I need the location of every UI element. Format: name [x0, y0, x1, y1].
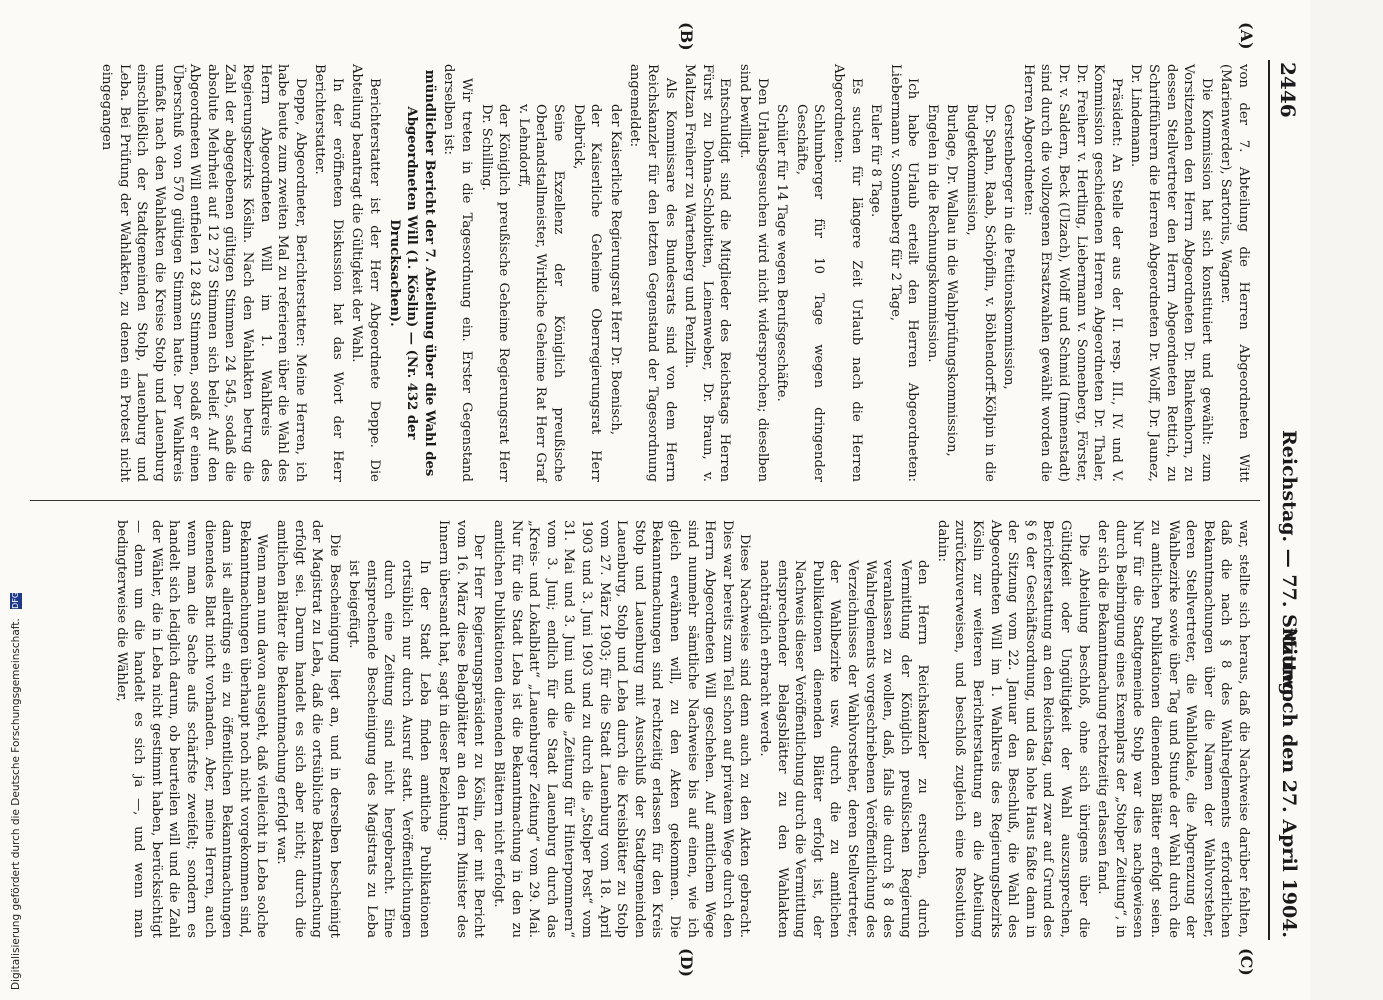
margin-mark-d: (D)	[677, 948, 696, 978]
resolution-quote: den Herrn Reichskanzler zu ersuchen, durch Vermittlung der Königlich preußischen Regierung veranlassen zu wollen, daß, falls die durch § 8 des Wahlreglements vorgeschriebenen Veröffentlichung des Verzeichnisses der Wahlvorsteher, deren Stellvertreter, der Wahlbezirke usw. durch die zu amtlichen Publikationen dienenden Blätter erfolgt ist, der Nachweis dieser Veröffentlichung durch die Vermittlung entsprechender Belagsblätter zu den Wahlakten nachträglich erbracht werde.	[756, 560, 931, 938]
paragraph: Engelen in die Rechnungskommission.	[924, 104, 940, 363]
paragraph: der Kaiserliche Geheime Oberregierungsrat Herr Delbrück,	[570, 104, 604, 482]
paragraph: Wir treten in die Tagesordnung ein. Erster Gegenstand derselben ist:	[441, 64, 475, 482]
paragraph: Die Kommission hat sich konstituiert und gewählt: zum Vorsitzenden den Herrn Abgeordneten Dr. Blankenhorn, zu dessen Stellvertreter den Herrn Abgeordneten Rettich, zu Schriftführern die Herren Abgeordneten Dr. Wolff, Dr. Jaunez, Dr. Lindemann.	[1128, 64, 1214, 482]
paragraph: war, stellte sich heraus, daß die Nachweise darüber fehlten, daß die nach § 8 des Wahlreglements erforderlichen Bekanntmachungen über die Namen der Wahlvorsteher, deren Stellvertreter, die Wahllokale, die Abgrenzung der Wahlbezirke sowie über Tag und Stunde der Wahl durch die zu amtlichen Publikationen dienenden Blätter erfolgt seien. Nur für die Stadtgemeinde Stolp war dies nachgewiesen durch Beibringung eines Exemplars der „Stolper Zeitung“, in der sich die Bekanntmachung rechtzeitig erlassen fand.	[1095, 520, 1251, 938]
paragraph: Dr. Spahn, Raab, Schöpflin, v. Böhlendorff-Kölpin in die Budgetkommission,	[964, 104, 997, 482]
paragraph: Seine Exzellenz der Königlich preußische Oberlandstallmeister, Wirkliche Geheime Rat Herr Graf v. Lehndorff,	[515, 104, 567, 482]
paragraph: Berichterstatter ist der Herr Abgeordnete Deppe. Die Abteilung beantragt die Gültigkeit der Wahl.	[349, 64, 383, 482]
paragraph: Die Bescheinigung liegt an, und in derselben bescheinigt der Magistrat zu Leba, daß die ortsübliche Bekanntmachung erfolgt sei. Darum handelt es sich aber nicht; durch die amtlichen Blätter die Bekanntmachung erfolgt war.	[273, 520, 342, 938]
paragraph: Als Kommissare des Bundesrats sind von dem Herrn Reichskanzler für den letzten Gegenstand der Tagesordnung angemeldet:	[627, 64, 678, 482]
left-column	[96, 64, 1252, 482]
paragraph: Diese Nachweise sind denn auch zu den Akten gebracht. Dies war bereits zum Teil schon auf privatem Wege durch den Herrn Abgeordneten Will geschehen. Auf amtlichem Wege sind nunmehr sämtliche Nachweise bis auf einen, wie ich gleich erwähnen will, zu den Akten gekommen. Die Bekanntmachungen sind rechtzeitig erlassen für den Kreis Stolp und Lauenburg mit Ausschluß der Stadtgemeinden Lauenburg, Stolp und Leba durch die Kreisblätter zu Stolp vom 27. März 1903; für die Stadt Lauenburg vom 18. April 1903 und 3. Juni 1903 und zu durch die „Stolper Post“ vom 31. Mai und 3. Juni und die „Zeitung für Hinterpommern“ vom 3. Juni; endlich für die Stadt Lauenburg durch das „Kreis- und Lokalblatt“ „Lauenburger Zeitung“ vom 29. Mai. Nur für die Stadt Leba ist die Bekanntmachung in den zu amtlichen Publikationen dienenden Blättern nicht erfolgt.	[491, 520, 753, 938]
paragraph: Der Herr Regierungspräsident zu Köslin, der mit Bericht vom 16. März diese Belagblätter an den Herrn Minister des Innern übersandt hat, sagt in dieser Beziehung:	[436, 520, 487, 938]
paragraph: Ich habe Urlaub erteilt den Herren Abgeordneten: Liebermann v. Sonnenberg für 2 Tage,	[887, 64, 921, 482]
credit-text: Digitalisierung gefördert durch die Deutsche Forschungsgemeinschaft.	[10, 618, 22, 990]
margin-mark-a: (A)	[1237, 22, 1256, 50]
paragraph: von der 7. Abteilung die Herren Abgeordneten Witt (Marienwerder), Sartorius, Wagner.	[1218, 64, 1251, 482]
margin-mark-b: (B)	[677, 22, 696, 51]
paragraph: Präsident: An Stelle der aus der II. resp. III., IV. und V. Kommission geschiedenen Herren Abgeordneten Dr. Thaler, Dr. Freiherr v. Hertling, Liebermann v. Sonnenberg, Förster, Dr. v. Saldern, Beck (Ulzach), Wolff und Schmid (Immenstadt) sind durch die vollzogenen Ersatzwahlen gewählt worden die Herren Abgeordneten:	[1020, 64, 1124, 482]
paragraph: Gerstenberger in die Petitionskommission,	[1001, 104, 1017, 390]
paragraph: Den Urlaubsgesuchen wird nicht widersprochen; dieselben sind bewilligt.	[736, 64, 770, 482]
paragraph: der Kaiserliche Regierungsrat Herr Dr. Boenisch,	[607, 104, 623, 436]
paragraph: In der eröffneten Diskussion hat das Wort der Herr Berichterstatter.	[312, 64, 345, 482]
paragraph: Entschuldigt sind die Mitglieder des Reichstags Herren Fürst zu Dohna-Schlobitten, Leinenweber, Dr. Braun, v. Maltzan Freiherr zu Wartenberg und Penzlin.	[682, 64, 733, 482]
paragraph: Es suchen für längere Zeit Urlaub nach die Herren Abgeordneten:	[830, 64, 864, 482]
paragraph: Burlage, Dr. Wallau in die Wahlprüfungskommission,	[944, 104, 960, 457]
paragraph: Wenn man nun davon ausgeht, daß vielleicht in Leba solche Bekanntmachungen überhaupt noch nicht vorgekommen sind, dann ist allerdings ein zu öffentlichen Bekanntmachungen dienendes Blatt nicht vorhanden. Aber, meine Herren, auch wenn man die Sache aufs schärfste zweifelt; sondern es handelt sich lediglich darum, ob beurteilen will und die Zahl der Wähler, die in Leba nicht gestimmt haben, berücksichtigt — denn um die handelt es sich ja —, und wenn man bedingterweise die Wähler,	[113, 520, 270, 938]
paragraph: Schüler für 14 Tage wegen Berufsgeschäfte.	[774, 104, 790, 402]
paragraph: Deppe, Abgeordneter, Berichterstatter: Meine Herren, ich habe heute zum zweiten Mal zu referieren über die Wahl des Herrn Abgeordneten Will im 1. Wahlkreis des Regierungsbezirks Köslin. Nach den Wahlakten betrug die Zahl der abgegebenen gültigen Stimmen 24 545, sodaß die absolute Mehrheit auf 12 273 Stimmen sich belief. Auf den Abgeordneten Will entfielen 12 843 Stimmen, sodaß er einen Überschuß von 570 gültigen Stimmen hatte. Der Wahlkreis umfaßt nach den Wahlakten die Kreise Stolp und Lauenburg einschließlich der Stadtgemeinden Stolp, Lauenburg und Leba. Bei Prüfung der Wahlakten, zu denen ein Protest nicht eingegangen	[99, 64, 308, 482]
paragraph: Die Abteilung beschloß, ohne sich übrigens über die Gültigkeit oder Ungültigkeit der Wahl auszusprechen, Berichterstattung an den Reichstag, und zwar auf Grund des § 6 der Geschäftsordnung, und das hohe Haus faßte dann in der Sitzung vom 22. Januar den Beschluß, die Wahl des Abgeordneten Will im 1. Wahlkreis des Regierungsbezirks Köslin zur weiteren Berichterstattung an die Abteilung zurückzuverweisen, und beschloß zugleich eine Resolution dahin:	[934, 520, 1091, 938]
paragraph: Schlumberger für 10 Tage wegen dringender Geschäfte,	[793, 104, 827, 482]
session-date: Mittwoch den 27. April 1904.	[1278, 627, 1300, 938]
page-number: 2446	[1276, 62, 1300, 118]
right-column	[110, 520, 1252, 938]
agenda-item-heading: mündlicher Bericht der 7. Abteilung über die Wahl des Abgeordneten Will (1. Köslin) — (Nr. 432 der Drucksachen).	[386, 69, 437, 477]
header-rule	[1268, 60, 1270, 940]
dfg-logo-icon: DFG	[11, 591, 20, 609]
paragraph: der Königlich preußische Geheime Regierungsrat Herr Dr. Schilling.	[478, 104, 512, 482]
page-header	[1266, 0, 1300, 1000]
digitization-credit	[10, 0, 26, 990]
report-quote: In der Stadt Leba finden amtliche Publikationen ortsüblich nur durch Ausruf statt. Veröffentlichungen durch eine Zeitung sind nicht hergebracht. Eine entsprechende Bescheinigung des Magistrats zu Leba ist beigefügt.	[346, 560, 432, 938]
margin-mark-c: (C)	[1237, 948, 1256, 976]
running-title: Reichstag. — 77. Sitzung.	[1278, 430, 1300, 703]
paragraph: Euler für 8 Tage.	[868, 104, 884, 218]
column-divider	[30, 500, 1260, 501]
